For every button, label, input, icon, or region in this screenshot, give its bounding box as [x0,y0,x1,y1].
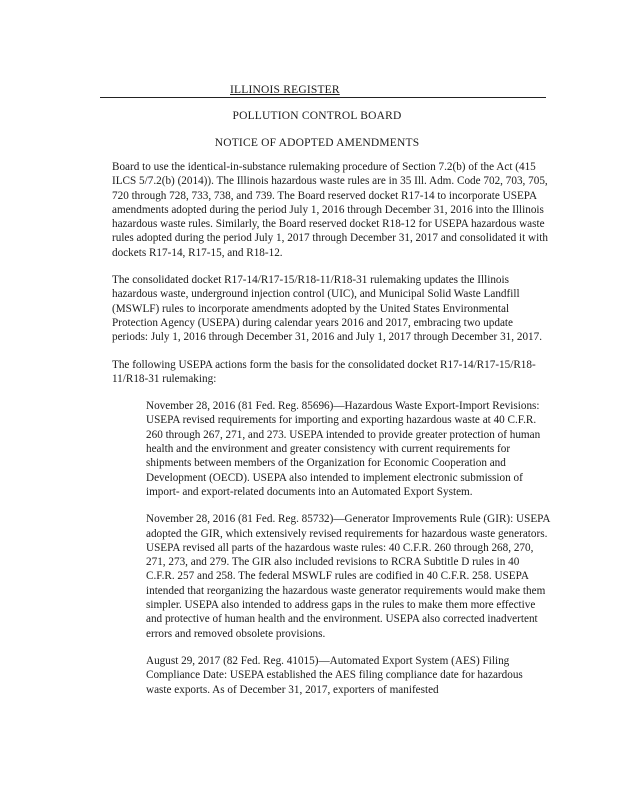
notice-title: NOTICE OF ADOPTED AMENDMENTS [214,137,420,149]
action-item: August 29, 2017 (82 Fed. Reg. 41015)—Automated Export System (AES) Filing Compliance Date: USEPA established the AES filing compliance date for hazardous waste exports. As of December 31, 2017, exporters of manifested [146,654,523,696]
body-text [112,160,550,710]
paragraph: The following USEPA actions form the basis for the consolidated docket R17-14/R17-15/R18-11/R18-31 rulemaking: [112,358,536,385]
register-header: ILLINOIS REGISTER [230,84,340,96]
header-rule [100,97,546,98]
action-item: November 28, 2016 (81 Fed. Reg. 85696)—Hazardous Waste Export-Import Revisions: USEPA revised requirements for importing and exporting hazardous waste at 40 C.F.R. 260 through 267, 271, and 273. USEPA intended to provide greater protection of human health and the environment and greater consistency with current requirements for shipments between members of the Organization for Economic Cooperation and Development (OECD). USEPA also intended to implement electronic submission of import- and export-related documents into an Automated Export System. [146,400,541,498]
board-title: POLLUTION CONTROL BOARD [232,110,402,122]
paragraph: The consolidated docket R17-14/R17-15/R18-11/R18-31 rulemaking updates the Illinois hazardous waste, underground injection control (UIC), and Municipal Solid Waste Landfill (MSWLF) rules to incorporate amendments adopted by the United States Environmental Protection Agency (USEPA) during calendar years 2016 and 2017, embracing two update periods: July 1, 2016 through December 31, 2016 and July 1, 2017 through December 31, 2017. [112,274,543,344]
paragraph: Board to use the identical-in-substance rulemaking procedure of Section 7.2(b) of the Act (415 ILCS 5/7.2(b) (2014)). The Illinois hazardous waste rules are in 35 Ill. Adm. Code 702, 703, 705, 720 through 728, 733, 738, and 739. The Board reserved docket R17-14 to incorporate USEPA amendments adopted during the period July 1, 2016 through December 31, 2016 into the Illinois hazardous waste rules. Similarly, the Board reserved docket R18-12 for USEPA hazardous waste rules adopted during the period July 1, 2017 through December 31, 2017 and consolidated it with dockets R17-14, R17-15, and R18-12. [112,161,548,259]
action-item: November 28, 2016 (81 Fed. Reg. 85732)—Generator Improvements Rule (GIR): USEPA adopted the GIR, which extensively revised requirements for hazardous waste generators. USEPA revised all parts of the hazardous waste rules: 40 C.F.R. 260 through 268, 270, 271, 273, and 279. The GIR also included revisions to RCRA Subtitle D rules in 40 C.F.R. 257 and 258. The federal MSWLF rules are codified in 40 C.F.R. 258. USEPA intended that reorganizing the hazardous waste generator requirements would make them simpler. USEPA also intended to address gaps in the rules to make them more effective and protective of human health and the environment. USEPA also corrected inadvertent errors and removed obsolete provisions. [146,513,550,640]
